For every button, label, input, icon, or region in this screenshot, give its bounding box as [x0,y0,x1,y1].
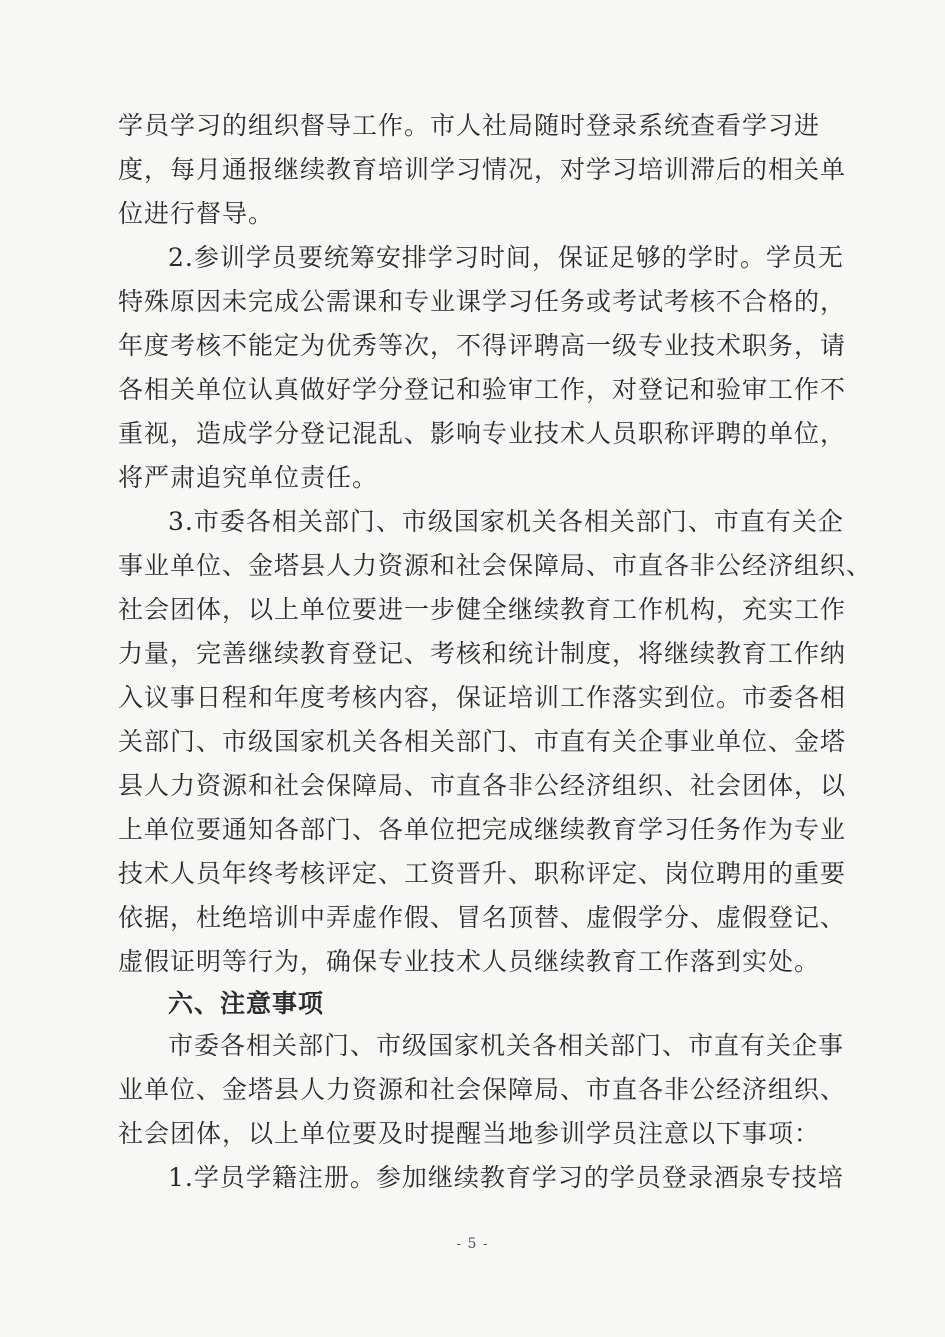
text-line: 市委各相关部门、市级国家机关各相关部门、市直有关企事 [168,1031,845,1060]
text-line: 力量，完善继续教育登记、考核和统计制度，将继续教育工作纳 [118,639,847,668]
text-line: 学员学习的组织督导工作。市人社局随时登录系统查看学习进 [118,111,821,140]
text-line: 度，每月通报继续教育培训学习情况，对学习培训滞后的相关单 [118,155,847,184]
text-line: 县人力资源和社会保障局、市直各非公经济组织、社会团体，以 [118,771,847,800]
text-line: 重视，造成学分登记混乱、影响专业技术人员职称评聘的单位， [118,419,847,448]
text-line: 上单位要通知各部门、各单位把完成继续教育学习任务作为专业 [118,815,847,844]
text-line: 技术人员年终考核评定、工资晋升、职称评定、岗位聘用的重要 [118,859,847,888]
text-line: 关部门、市级国家机关各相关部门、市直有关企事业单位、金塔 [118,727,847,756]
text-line: 各相关单位认真做好学分登记和验审工作，对登记和验审工作不 [118,375,847,404]
text-line: 将严肃追究单位责任。 [118,463,379,492]
text-line: 事业单位、金塔县人力资源和社会保障局、市直各非公经济组织、 [118,551,873,580]
text-line: 入议事日程和年度考核内容，保证培训工作落实到位。市委各相 [118,683,847,712]
text-line: 依据，杜绝培训中弄虚作假、冒名顶替、虚假学分、虚假登记、 [118,903,847,932]
text-line: 社会团体，以上单位要及时提醒当地参训学员注意以下事项： [118,1119,821,1148]
text-line: 特殊原因未完成公需课和专业课学习任务或考试考核不合格的， [118,287,847,316]
section-heading: 六、注意事项 [168,989,325,1018]
text-line: 3.市委各相关部门、市级国家机关各相关部门、市直有关企 [168,507,844,536]
text-line: 2.参训学员要统筹安排学习时间，保证足够的学时。学员无 [168,243,844,272]
text-line: 年度考核不能定为优秀等次，不得评聘高一级专业技术职务，请 [118,331,847,360]
text-line: 社会团体，以上单位要进一步健全继续教育工作机构，充实工作 [118,595,847,624]
text-line: 1.学员学籍注册。参加继续教育学习的学员登录酒泉专技培 [168,1163,844,1192]
text-line: 业单位、金塔县人力资源和社会保障局、市直各非公经济组织、 [118,1075,847,1104]
text-line: 虚假证明等行为，确保专业技术人员继续教育工作落到实处。 [118,947,821,976]
page-number: - 5 - [456,1236,489,1252]
text-line: 位进行督导。 [118,199,275,228]
